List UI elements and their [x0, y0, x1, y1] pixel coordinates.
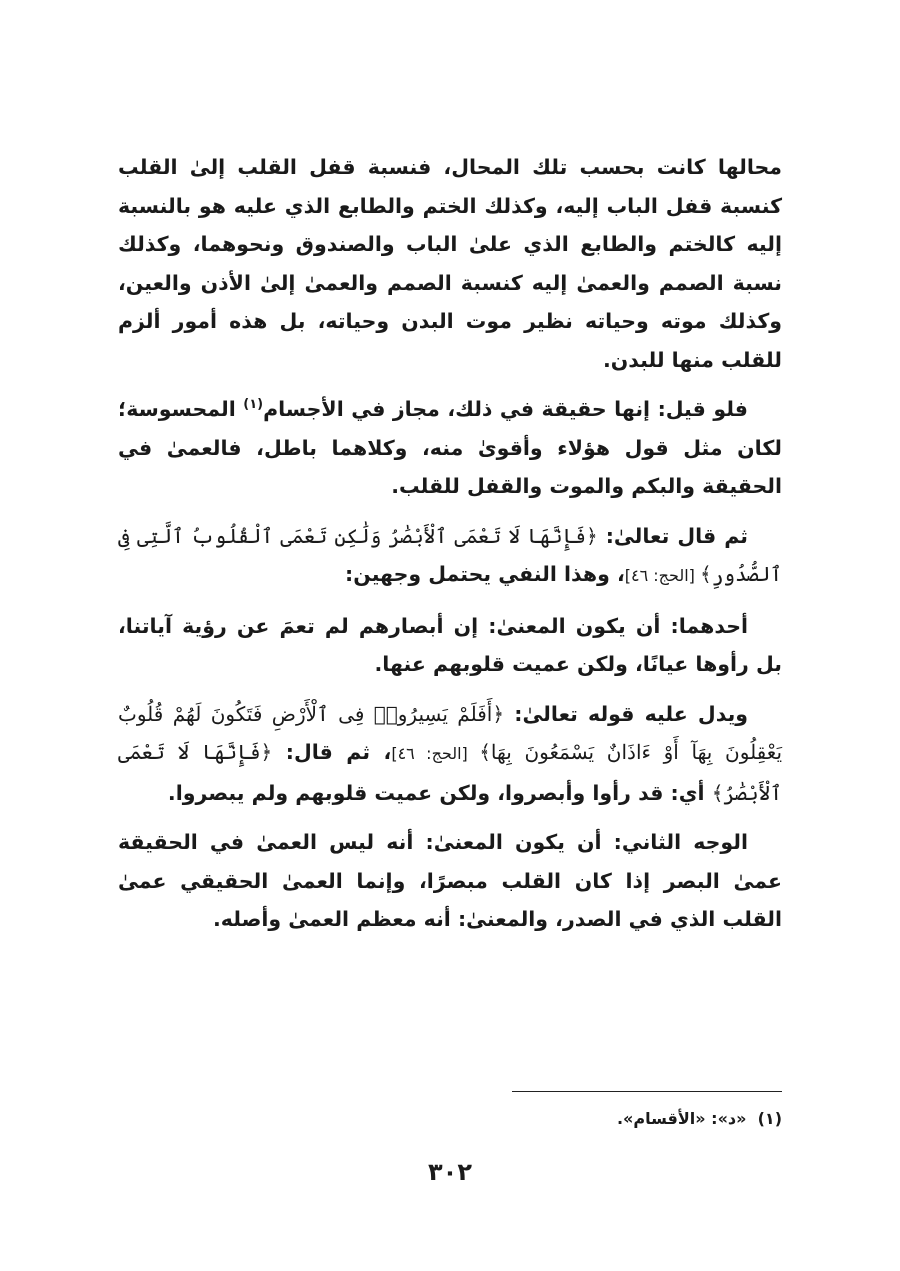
paragraph-5-part-2: ، ثم قال: — [272, 740, 392, 764]
verse-reference-1: [الحج: ٤٦] — [624, 566, 700, 585]
paragraph-2-part-2: المحسوسة؛ لكان مثل قول هؤلاء وأقوىٰ منه، وكلاهما باطل، فالعمىٰ في الحقيقة والبكم والموت والقفل للقلب. — [118, 397, 782, 498]
footnote-number: (١) — [757, 1109, 782, 1128]
paragraph-4: أحدهما: أن يكون المعنىٰ: إن أبصارهم لم تعمَ عن رؤية آياتنا، بل رأوها عيانًا، ولكن عميت قلوبهم عنها. — [118, 613, 782, 676]
paragraph-5-part-3: أي: قد رأوا وأبصروا، ولكن عميت قلوبهم ولم يبصروا. — [167, 780, 712, 805]
quran-verse-3: ﴿فَإِنَّهَا لَا تَعْمَى ٱلْأَبْصَٰرُ﴾ — [118, 740, 782, 805]
quran-verse-2: ﴿أَفَلَمْ يَسِيرُوا۟ فِى ٱلْأَرْضِ فَتَكُونَ لَهُمْ قُلُوبٌ يَعْقِلُونَ بِهَآ أَوْ ءَاذَانٌ يَسْمَعُونَ بِهَا﴾ — [118, 701, 783, 764]
footnote-text: «د»: «الأقسام». — [616, 1109, 747, 1128]
footnote-marker: (١) — [243, 397, 264, 413]
footnote — [118, 1104, 782, 1134]
main-text — [118, 148, 782, 950]
paragraph-2-part-1: فلو قيل: إنها حقيقة في ذلك، مجاز في الأجسام — [263, 397, 748, 421]
paragraph-5-part-1: ويدل عليه قوله تعالىٰ: — [504, 701, 749, 726]
paragraph-2 — [118, 390, 782, 506]
verse-reference-2: [الحج: ٤٦] — [391, 744, 480, 763]
page-number: ٣٠٢ — [428, 1158, 472, 1186]
paragraph-6: الوجه الثاني: أن يكون المعنىٰ: أنه ليس العمىٰ في الحقيقة عمىٰ البصر إذا كان القلب مبصرًا، وإنما العمىٰ الحقيقي عمىٰ القلب الذي في الصدر، والمعنىٰ: أنه معظم العمىٰ وأصله. — [118, 830, 782, 931]
paragraph-1: محالها كانت بحسب تلك المحال، فنسبة قفل القلب إلىٰ القلب كنسبة قفل الباب إليه، وكذلك الختم والطابع الذي عليه هو بالنسبة إليه كالختم والطابع الذي علىٰ الباب والصندوق ونحوهما، وكذلك نسبة الصمم والعمىٰ إليه كنسبة الصمم والعمىٰ إلىٰ الأذن والعين، وكذلك موته وحياته نظير موت البدن وحياته، بل هذه أمور ألزم للقلب منها للبدن. — [118, 155, 782, 372]
paragraph-5 — [118, 695, 782, 813]
paragraph-3-part-1: ثم قال تعالىٰ: — [597, 523, 749, 548]
paragraph-3 — [118, 517, 782, 596]
paragraph-3-part-2: ، وهذا النفي يحتمل وجهين: — [345, 562, 625, 586]
quran-verse-1: ﴿فَإِنَّهَا لَا تَعْمَى ٱلْأَبْصَٰرُ وَلَٰكِن تَعْمَى ٱلْقُلُوبُ ٱلَّتِى فِى ٱلصُّدُورِ﴾ — [118, 523, 782, 586]
footnote-divider — [512, 1091, 782, 1092]
